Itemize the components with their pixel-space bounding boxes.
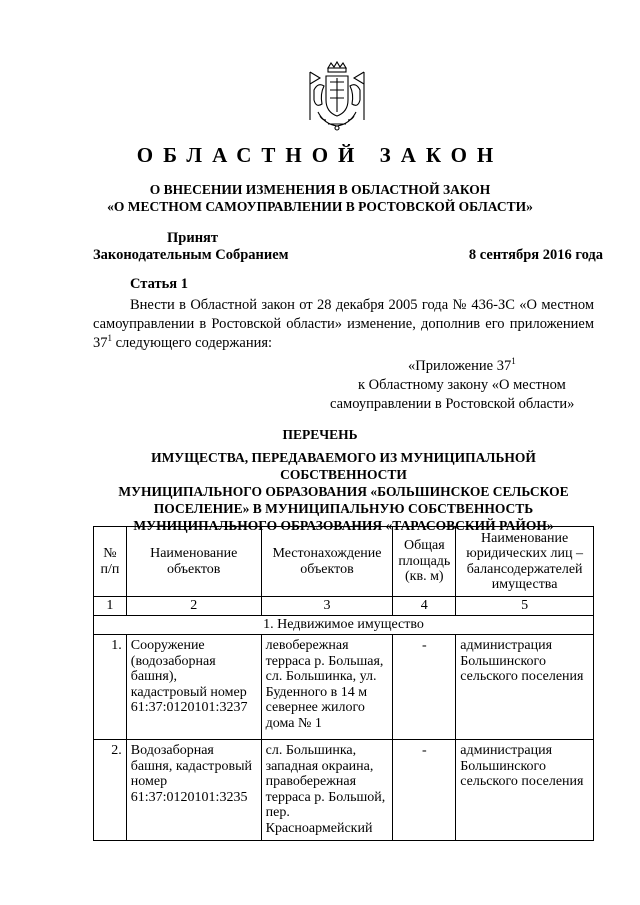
article-heading: Статья 1 xyxy=(130,276,188,292)
balance-holder: администрация Большинского сельского поселения xyxy=(456,635,594,740)
appendix-label: «Приложение 37 xyxy=(408,358,512,374)
subtitle-line: О ВНЕСЕНИИ ИЗМЕНЕНИЯ В ОБЛАСТНОЙ ЗАКОН xyxy=(149,182,491,197)
appendix-block xyxy=(330,357,594,414)
superscript: 1 xyxy=(107,333,112,344)
article-text-part1: Внести в Областной закон от 28 декабря 2005 года № 436-ЗС «О местном самоуправлении в Ростовской области» изменение, дополнив его приложением 37 xyxy=(93,297,594,351)
column-number: 2 xyxy=(126,597,261,616)
column-numbers-row xyxy=(94,597,594,616)
coat-of-arms-emblem xyxy=(300,60,374,132)
object-location: сл. Большинка, западная окраина, правобережная терраса р. Большой, пер. Красноармейский xyxy=(261,740,393,841)
object-area: - xyxy=(393,740,456,841)
appendix-line: к Областному закону «О местном xyxy=(358,377,566,393)
section-title: 1. Недвижимое имущество xyxy=(94,616,594,635)
header-cell-area: Общая площадь (кв. м) xyxy=(393,527,456,597)
object-location: левобережная терраса р. Большая, сл. Большинка, ул. Буденного в 14 м севернее жилого дома № 1 xyxy=(261,635,393,740)
article-text-part2: следующего содержания: xyxy=(112,335,273,351)
adopted-date: 8 сентября 2016 года xyxy=(468,247,603,263)
section-row xyxy=(94,616,594,635)
adopted-by: Законодательным Собранием xyxy=(93,247,289,263)
superscript: 1 xyxy=(511,356,516,367)
article-paragraph xyxy=(93,296,594,353)
column-number: 1 xyxy=(94,597,127,616)
list-subtitle-line: МУНИЦИПАЛЬНОГО ОБРАЗОВАНИЯ «ТАРАСОВСКИЙ РАЙОН» xyxy=(133,518,554,533)
header-cell-holder: Наименование юридических лиц – балансодержателей имущества xyxy=(456,527,594,597)
table-header-row xyxy=(94,527,594,597)
column-number: 5 xyxy=(456,597,594,616)
subtitle-line: «О МЕСТНОМ САМОУПРАВЛЕНИИ В РОСТОВСКОЙ ОБЛАСТИ» xyxy=(107,199,533,214)
balance-holder: администрация Большинского сельского поселения xyxy=(456,740,594,841)
adopted-word: Принят xyxy=(167,230,219,246)
list-title: ПЕРЕЧЕНЬ xyxy=(282,427,358,442)
row-number: 2. xyxy=(94,740,127,841)
header-cell-location: Местонахождение объектов xyxy=(261,527,393,597)
row-number: 1. xyxy=(94,635,127,740)
document-title: ОБЛАСТНОЙ ЗАКОН xyxy=(136,143,504,167)
list-subtitle-line: ПОСЕЛЕНИЕ» В МУНИЦИПАЛЬНУЮ СОБСТВЕННОСТЬ xyxy=(153,501,534,516)
adoption-block xyxy=(93,230,603,264)
table-row xyxy=(94,740,594,841)
property-table xyxy=(93,526,594,841)
header-cell-name: Наименование объектов xyxy=(126,527,261,597)
object-name: Сооружение (водозаборная башня), кадастровый номер 61:37:0120101:3237 xyxy=(126,635,261,740)
header-cell-number: № п/п xyxy=(94,527,127,597)
object-name: Водозаборная башня, кадастровый номер 61:37:0120101:3235 xyxy=(126,740,261,841)
list-subtitle-line: ИМУЩЕСТВА, ПЕРЕДАВАЕМОГО ИЗ МУНИЦИПАЛЬНОЙ СОБСТВЕННОСТИ xyxy=(151,450,536,482)
list-subtitle xyxy=(93,449,594,534)
object-area: - xyxy=(393,635,456,740)
law-subtitle xyxy=(0,181,640,215)
column-number: 4 xyxy=(393,597,456,616)
list-subtitle-line: МУНИЦИПАЛЬНОГО ОБРАЗОВАНИЯ «БОЛЬШИНСКОЕ СЕЛЬСКОЕ xyxy=(118,484,569,499)
table-row xyxy=(94,635,594,740)
column-number: 3 xyxy=(261,597,393,616)
appendix-line: самоуправлении в Ростовской области» xyxy=(330,396,575,412)
